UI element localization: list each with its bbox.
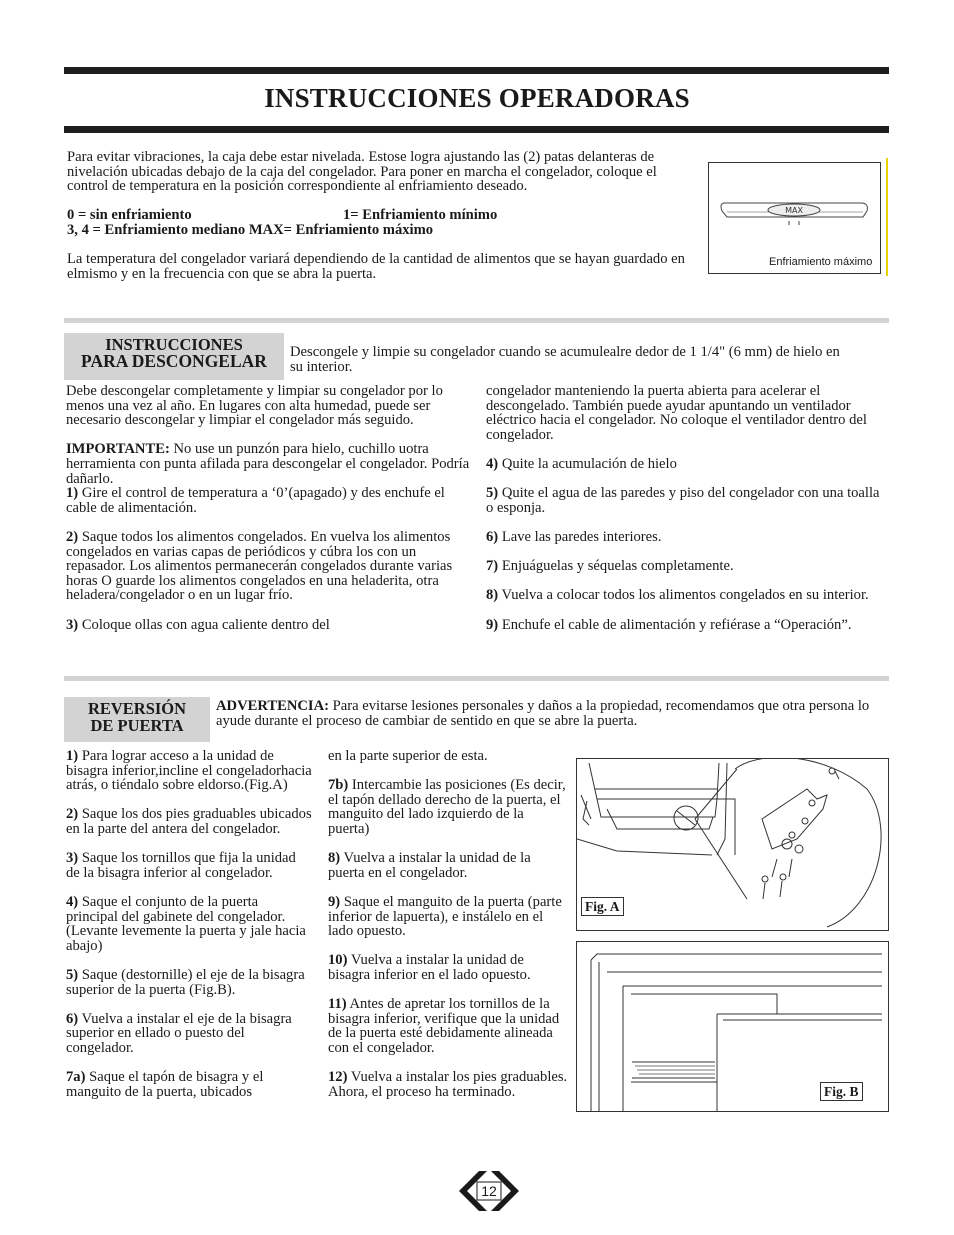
reversal-step-7b <box>328 778 568 836</box>
reversal-step-9 <box>328 895 568 939</box>
step-text: Saque los tornillos que fija la unidad de la bisagra inferior al congelador. <box>66 850 296 881</box>
step-text: Gire el control de temperatura a ‘0’(apagado) y des enchufe el cable de alimentación. <box>66 485 445 516</box>
step-number: 9) <box>328 893 341 910</box>
defrost-intro: Debe descongelar completamente y limpiar su congelador por lo menos una vez al año. En lugares con alta humedad, puede ser necesario descongelar y limpiar el congelador más seguido. <box>66 383 443 429</box>
defrost-section-label <box>64 333 284 380</box>
step-number: 10) <box>328 952 348 969</box>
important-label: IMPORTANTE: <box>66 441 170 458</box>
reversal-step-4 <box>66 895 313 953</box>
step-text: Saque todos los alimentos congelados. En vuelva los alimentos congelados en varias capas de periódicos y cúbra los con un repasador. Los alimentos permanecerán congelados durante varias horas O guarde los alimentos congelados en una heladerita, otra heladera/congelador o en un lugar frío. <box>66 528 453 604</box>
step-text: Antes de apretar los tornillos de la bisagra inferior, verifique que la unidad de la puerta esté debidamente alineada con el congelador. <box>328 996 560 1056</box>
accent-line <box>886 158 888 276</box>
reversal-step-12 <box>328 1070 568 1099</box>
setting-min: 1= Enfriamiento mínimo <box>343 207 498 224</box>
reversal-step-7a-continued: en la parte superior de esta. <box>328 748 488 764</box>
figure-a <box>576 758 889 931</box>
svg-text:MAX: MAX <box>785 206 803 215</box>
page-number-badge <box>459 1168 519 1214</box>
step-text: Quite la acumulación de hielo <box>498 455 677 472</box>
section-divider-1 <box>64 318 889 323</box>
defrost-label-line-1: INSTRUCCIONES <box>105 335 243 354</box>
step-text: Saque el manguito de la puerta (parte inferior de lapuerta), e instálelo en el lado opuesto. <box>328 893 562 940</box>
step-number: 12) <box>328 1069 348 1086</box>
defrost-step-3 <box>66 618 471 633</box>
step-text: Para lograr acceso a la unidad de bisagra inferior,incline el congeladorhacia atrás, o tiéndalo sobre eldorso.(Fig.A) <box>66 748 312 794</box>
operation-intro: Para evitar vibraciones, la caja debe estar nivelada. Estose logra ajustando las (2) patas delanteras de nivelación ubicadas debajo de la caja del congelador. Para poner en marcha el congelador, coloque el control de temperatura en la posición correspondiente al enfriamiento deseado. <box>67 149 657 195</box>
page-title: INSTRUCCIONES OPERADORAS <box>264 83 690 113</box>
defrost-step-6 <box>486 530 884 545</box>
hinge-illustration <box>577 759 888 930</box>
reversal-step-8 <box>328 851 568 880</box>
defrost-step-9 <box>486 618 884 633</box>
reversal-step-6 <box>66 1012 313 1056</box>
settings-line-1 <box>67 208 692 223</box>
control-caption: Enfriamiento máximo <box>769 256 873 268</box>
step-text: Enjuáguelas y séquelas completamente. <box>498 558 734 575</box>
step-text: Saque los dos pies graduables ubicados en la parte del antera del congelador. <box>66 806 312 837</box>
defrost-column-2 <box>486 384 884 647</box>
step-number: 7) <box>486 558 499 575</box>
defrost-step-7 <box>486 559 884 574</box>
reversal-step-2 <box>66 807 313 836</box>
step-text: Vuelva a instalar la unidad de bisagra inferior en el lado opuesto. <box>328 952 531 983</box>
warning-label: ADVERTENCIA: <box>216 698 330 714</box>
important-text: No use un punzón para hielo, cuchillo uotra herramienta con punta afilada para descongelar el congelador. Podría dañarlo. <box>66 441 470 487</box>
step-text: Vuelva a instalar el eje de la bisagra superior en ellado o puesto del congelador. <box>66 1010 292 1056</box>
setting-off: 0 = sin enfriamiento <box>67 207 192 224</box>
reversal-label-line-2: DE PUERTA <box>90 716 184 735</box>
reversal-step-10 <box>328 953 568 982</box>
step-text: Lave las paredes interiores. <box>498 528 662 545</box>
step-number: 9) <box>486 616 499 633</box>
operation-note: La temperatura del congelador variará dependiendo de la cantidad de alimentos que se hayan guardado en elmismo y en la frecuencia con que se abra la puerta. <box>67 251 685 282</box>
step-number: 8) <box>328 850 341 867</box>
defrost-step-2 <box>66 530 471 603</box>
step-text: Coloque ollas con agua caliente dentro del <box>78 616 330 633</box>
settings-line-2: 3, 4 = Enfriamiento mediano MAX= Enfriamiento máximo <box>67 221 434 238</box>
defrost-step-4 <box>486 457 884 472</box>
defrost-column-1 <box>66 384 471 647</box>
step-text: Saque el tapón de bisagra y el manguito de la puerta, ubicados <box>66 1069 264 1100</box>
temperature-control-diagram <box>708 162 881 274</box>
step-number: 2) <box>66 528 79 545</box>
reversal-step-3 <box>66 851 313 880</box>
step-number: 6) <box>486 528 499 545</box>
fig-a-label: Fig. A <box>581 897 624 916</box>
warning-text: Para evitarse lesiones personales y daños a la propiedad, recomendamos que otra persona lo ayude durante el proceso de cambiar de sentido en que se abre la puerta. <box>216 698 870 729</box>
reversal-step-11 <box>328 997 568 1055</box>
operation-text <box>67 150 692 296</box>
top-rule <box>64 67 889 74</box>
defrost-continuation: congelador manteniendo la puerta abierta para acelerar el descongelado. También puede ayudar apuntando un ventilador eléctrico hacia el congelador. No coloque el ventilador dentro del congelador. <box>486 383 867 443</box>
step-text: Saque el conjunto de la puerta principal del gabinete del congelador. (Levante levemente la puerta y jale hacia abajo) <box>66 893 306 954</box>
step-text: Vuelva a instalar los pies graduables. Ahora, el proceso ha terminado. <box>328 1069 568 1100</box>
step-text: Intercambie las posiciones (Es decir, el tapón dellado derecho de la puerta, el manguito del lado izquierdo de la puerta) <box>328 777 566 837</box>
reversal-column-2 <box>328 749 568 1114</box>
reversal-section-label <box>64 697 210 742</box>
defrost-step-8 <box>486 588 884 603</box>
title-rule <box>64 126 889 133</box>
step-number: 8) <box>486 587 499 604</box>
step-text: Vuelva a instalar la unidad de la puerta en el congelador. <box>328 850 531 881</box>
step-text: Saque (destornille) el eje de la bisagra superior de la puerta (Fig.B). <box>66 966 305 998</box>
step-text: Vuelva a colocar todos los alimentos congelados en su interior. <box>498 587 869 604</box>
step-number: 4) <box>66 893 79 910</box>
step-number: 1) <box>66 748 79 764</box>
reversal-step-7a <box>66 1070 313 1099</box>
step-number: 7a) <box>66 1069 86 1086</box>
step-number: 6) <box>66 1010 79 1027</box>
step-number: 2) <box>66 806 79 823</box>
defrost-step-5 <box>486 486 884 515</box>
defrost-label-line-2: PARA DESCONGELAR <box>81 351 267 371</box>
fig-b-label: Fig. B <box>820 1082 863 1101</box>
defrost-step-1 <box>66 486 471 515</box>
reversal-warning <box>216 699 876 728</box>
defrost-important <box>66 442 471 486</box>
section-divider-2 <box>64 676 889 681</box>
step-number: 3) <box>66 850 79 867</box>
reversal-step-5 <box>66 968 313 997</box>
step-number: 3) <box>66 616 79 633</box>
step-number: 1) <box>66 485 79 502</box>
page-number: 12 <box>481 1183 497 1199</box>
step-number: 11) <box>328 996 347 1013</box>
step-number: 5) <box>486 485 499 502</box>
reversal-label-line-1: REVERSIÓN <box>87 699 187 718</box>
step-number: 7b) <box>328 777 349 794</box>
step-text: Quite el agua de las paredes y piso del congelador con una toalla o esponja. <box>486 485 880 516</box>
reversal-column-1 <box>66 749 313 1114</box>
step-number: 4) <box>486 455 499 472</box>
step-number: 5) <box>66 966 79 983</box>
figure-b <box>576 941 889 1112</box>
step-text: Enchufe el cable de alimentación y refiérase a “Operación”. <box>498 616 852 633</box>
reversal-step-1 <box>66 749 313 793</box>
defrost-lead: Descongele y limpie su congelador cuando se acumulealre dedor de 1 1/4" (6 mm) de hielo en su interior. <box>290 344 840 375</box>
